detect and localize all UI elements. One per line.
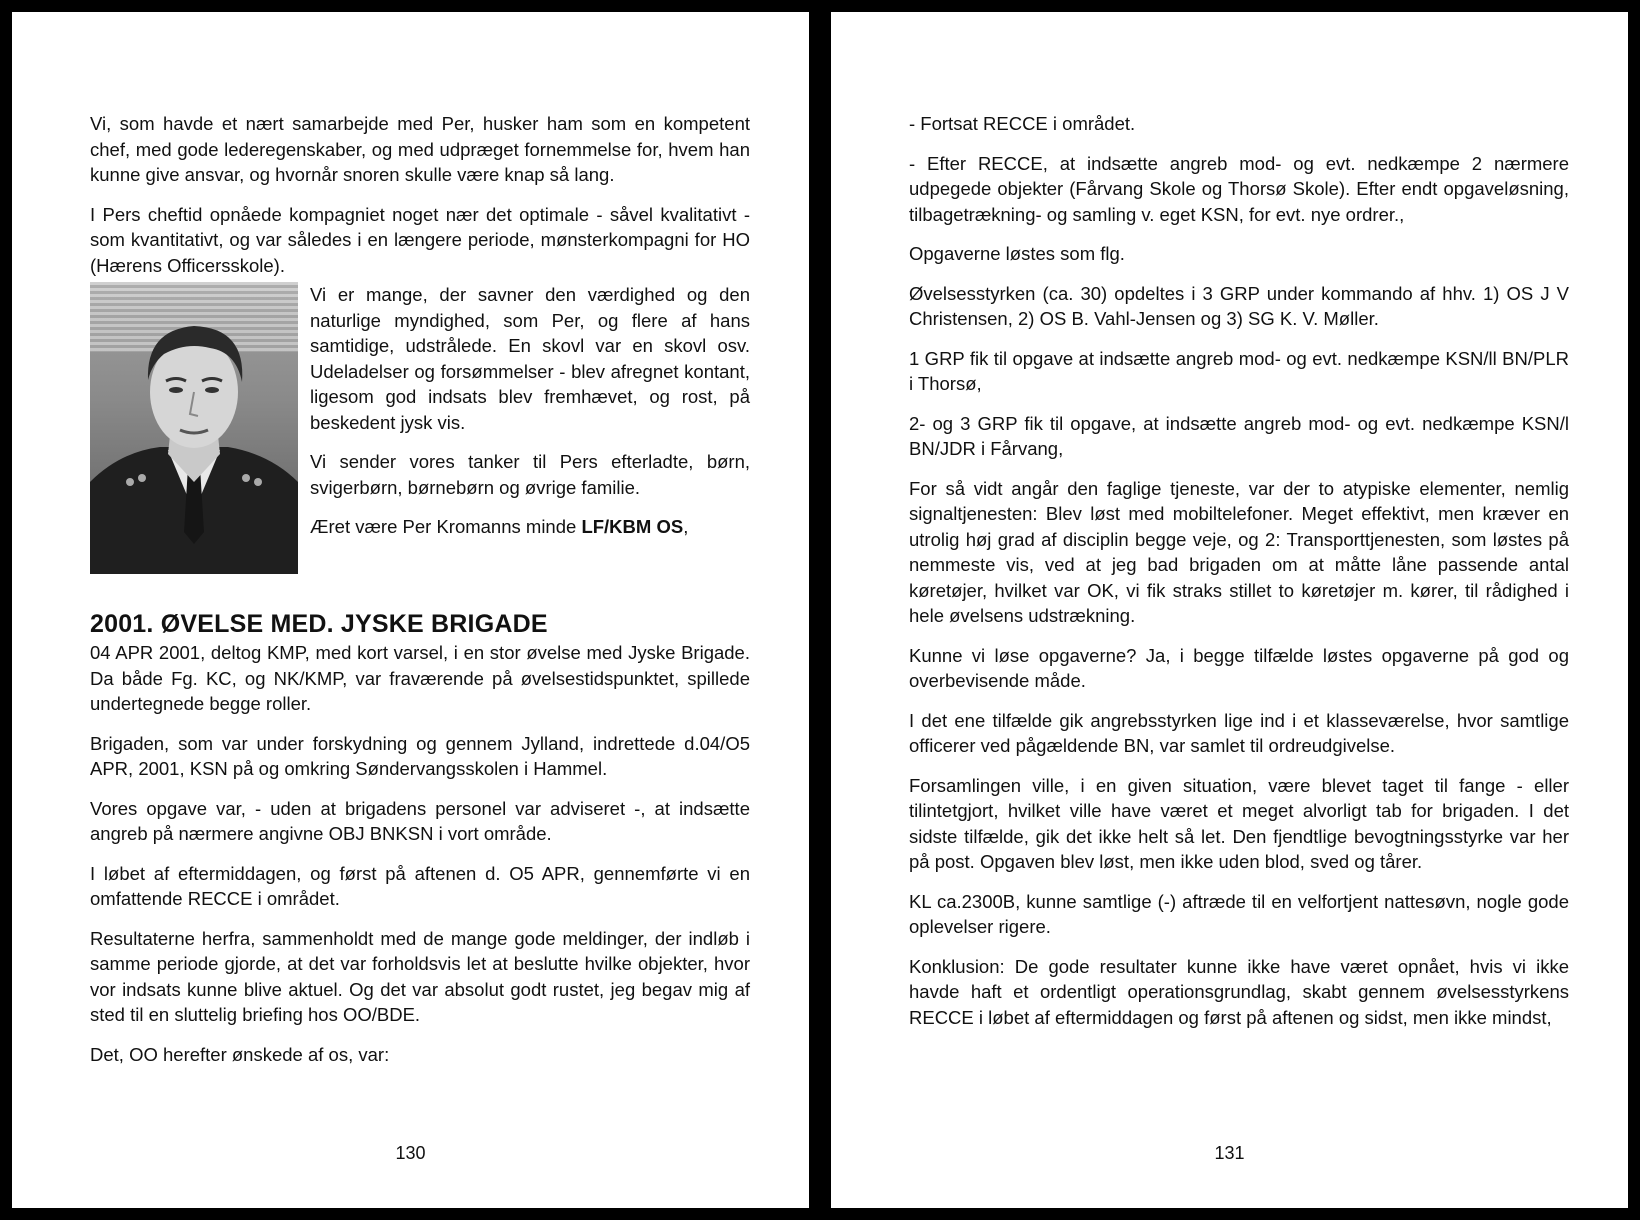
paragraph: I løbet af eftermiddagen, og først på aftenen d. O5 APR, gennemførte vi en omfattende RECCE i området.	[90, 862, 750, 909]
paragraph: Øvelsesstyrken (ca. 30) opdeltes i 3 GRP under kommando af hhv. 1) OS J V Christensen, 2) OS B. Vahl-Jensen og 3) SG K. V. Møller.	[909, 282, 1569, 329]
closing-signature: LF/KBM OS	[581, 516, 684, 537]
left-section-text	[90, 640, 750, 1081]
paragraph: I Pers cheftid opnåede kompagniet noget nær det optimale - såvel kvalitativt -som kvantitativt, og var således i en længere periode, mønsterkompagni for HO (Hærens Officersskole).	[90, 203, 750, 276]
paragraph: Forsamlingen ville, i en given situation, være blevet taget til fange - eller tilintetgjort, hvilket ville have været et meget alvorligt tab for brigaden. I det sidste tilfælde, gik det ikke helt så let. Den fjendtlige bevogtningsstyrke var her på post. Opgaven blev løst, men ikke uden blod, sved og tårer.	[909, 774, 1569, 872]
paragraph: KL ca.2300B, kunne samtlige (-) aftræde til en velfortjent nattesøvn, nogle gode oplevelser rigere.	[909, 890, 1569, 937]
paragraph: Vores opgave var, - uden at brigadens personel var adviseret -, at indsætte angreb på nærmere angivne OBJ BNKSN i vort område.	[90, 797, 750, 844]
paragraph: Det, OO herefter ønskede af os, var:	[90, 1043, 390, 1065]
paragraph: Brigaden, som var under forskydning og gennem Jylland, indrettede d.04/O5 APR, 2001, KSN på og omkring Søndervangsskolen i Hammel.	[90, 732, 750, 779]
paragraph: 2- og 3 GRP fik til opgave, at indsætte angreb mod- og evt. nedkæmpe KSN/l BN/JDR i Fårvang,	[909, 412, 1569, 459]
page-number: 130	[395, 1143, 426, 1163]
paragraph: 04 APR 2001, deltog KMP, med kort varsel, i en stor øvelse med Jyske Brigade. Da både Fg. KC, og NK/KMP, var fraværende på øvelsestidspunktet, spillede undertegnede begge roller.	[90, 642, 750, 714]
section-heading: 2001. ØVELSE MED. JYSKE BRIGADE	[90, 610, 548, 638]
paragraph: Vi er mange, der savner den værdighed og den naturlige myndighed, som Per, og flere af hans samtidige, udstrålede. En skovl var en skovl osv. Udeladelser og forsømmelser - blev afregnet kontant, ligesom god indsats blev fremhævet, og rost, på beskedent jysk vis.	[310, 284, 750, 433]
closing-suffix: ,	[683, 516, 689, 537]
closing-text: Æret være Per Kromanns minde	[310, 516, 582, 537]
paragraph: For så vidt angår den faglige tjeneste, var der to atypiske elementer, nemlig signaltjenesten: Blev løst med mobiltelefoner. Meget effektivt, men kræver en utrolig høj grad af disciplin begge veje, og 2: Transporttjenesten, som løstes på nemmeste vis, ved at jeg bad brigaden om at måtte låne passende antal køretøjer, hvilket var OK, vi fik straks stillet to køretøjer m. kører, til rådighed i hele øvelsens udstrækning.	[909, 477, 1569, 626]
paragraph: Opgaverne løstes som flg.	[909, 243, 1125, 264]
paragraph: 1 GRP fik til opgave at indsætte angreb mod- og evt. nedkæmpe KSN/ll BN/PLR i Thorsø,	[909, 347, 1569, 394]
left-page	[12, 12, 809, 1208]
paragraph: - Efter RECCE, at indsætte angreb mod- og evt. nedkæmpe 2 nærmere udpegede objekter (Fårvang Skole og Thorsø Skole). Efter endt opgaveløsning, tilbagetrækning- og samling v. eget KSN, for evt. nye ordrer.,	[909, 152, 1569, 225]
right-body-text	[909, 111, 1569, 1044]
paragraph: Konklusion: De gode resultater kunne ikke have været opnået, hvis vi ikke havde haft et ordentligt operationsgrundlag, skabt gennem øvelsesstyrkens RECCE i løbet af eftermiddagen og først på aftenen og sidst, men ikke mindst,	[909, 955, 1569, 1028]
paragraph: Resultaterne herfra, sammenholdt med de mange gode meldinger, der indløb i samme periode gjorde, at det var forholdsvis let at beslutte hvilke objekter, hvor vor indsats kunne blive aktuel. Og det var absolut godt rustet, jeg begav mig af sted til en sluttelig briefing hos OO/BDE.	[90, 927, 750, 1025]
left-top-text	[90, 111, 750, 578]
right-page	[831, 12, 1628, 1208]
page-number: 131	[1214, 1143, 1245, 1163]
paragraph: Vi sender vores tanker til Pers efterladte, børn, svigerbørn, børnebørn og øvrige familie.	[310, 451, 750, 498]
portrait-photo	[90, 282, 298, 574]
paragraph: - Fortsat RECCE i området.	[909, 113, 1136, 134]
paragraph: Kunne vi løse opgaverne? Ja, i begge tilfælde løstes opgaverne på god og overbevisende måde.	[909, 644, 1569, 691]
paragraph: I det ene tilfælde gik angrebsstyrken lige ind i et klasseværelse, hvor samtlige officerer ved pågældende BN, var samlet til ordreudgivelse.	[909, 709, 1569, 756]
paragraph: Vi, som havde et nært samarbejde med Per, husker ham som en kompetent chef, med gode lederegenskaber, og med udpræget fornemmelse for, hvem han kunne give ansvar, og hvornår snoren skulle være knap så lang.	[90, 113, 750, 185]
